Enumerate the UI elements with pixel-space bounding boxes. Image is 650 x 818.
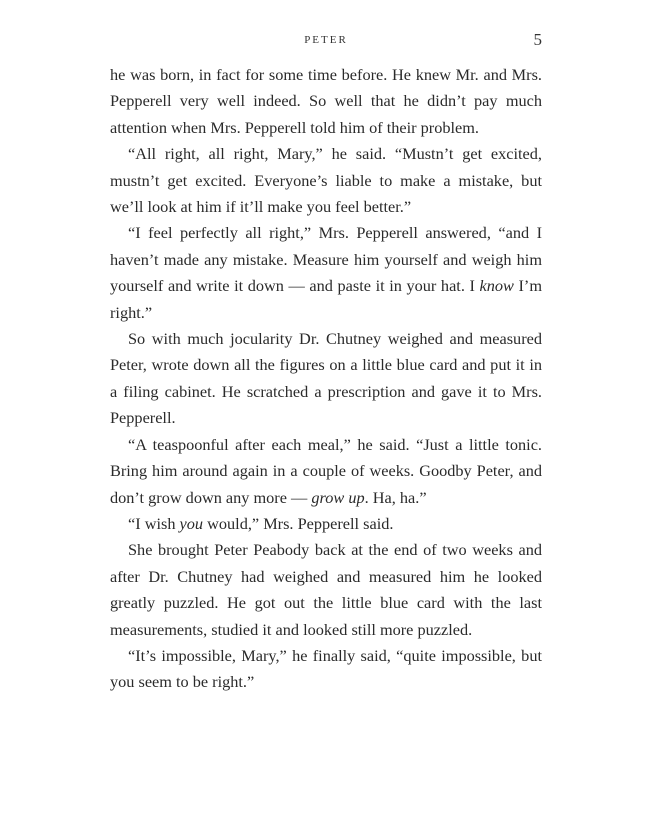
running-title: PETER bbox=[304, 34, 348, 46]
text-segment: So with much jocularity Dr. Chutney weighed and measured Peter, wrote down all the figures on a little blue card and put it in a filing cabinet. He scratched a prescription and gave it to Mrs. Pepperell. bbox=[110, 329, 542, 428]
italic-text: grow up bbox=[311, 487, 365, 507]
italic-text: know bbox=[479, 276, 514, 296]
text-segment: “A teaspoonful after each meal,” he said. “Just a little tonic. Bring him around again in a couple of weeks. Goodby Peter, and don’t grow down any more — bbox=[110, 434, 542, 507]
text-segment: would,” Mrs. Pepperell said. bbox=[203, 513, 394, 533]
italic-text: you bbox=[179, 513, 204, 533]
paragraph bbox=[110, 643, 542, 696]
paragraph bbox=[110, 326, 542, 432]
paragraph bbox=[110, 141, 542, 220]
text-segment: She brought Peter Peabody back at the end of two weeks and after Dr. Chutney had weighed and measured him he looked greatly puzzled. He got out the little blue card with the last measurements, studied it and looked still more puzzled. bbox=[110, 540, 542, 639]
text-segment: “I feel perfectly all right,” Mrs. Pepperell answered, “and I haven’t made any mistake. Measure him yourself and weigh him yourself and write it down — and paste it in your hat. I bbox=[110, 223, 542, 296]
text-segment: “I wish bbox=[128, 513, 180, 533]
paragraph bbox=[110, 62, 542, 141]
page-number: 5 bbox=[533, 30, 542, 49]
text-segment: I’m right.” bbox=[110, 276, 542, 322]
paragraph bbox=[110, 220, 542, 326]
body-text bbox=[110, 62, 542, 696]
text-segment: he was born, in fact for some time before. He knew Mr. and Mrs. Pepperell very well indeed. So well that he didn’t pay much attention when Mrs. Pepperell told him of their problem. bbox=[110, 65, 542, 137]
text-segment: “It’s impossible, Mary,” he finally said, “quite impossible, but you seem to be right.” bbox=[110, 645, 542, 692]
text-segment: . Ha, ha.” bbox=[364, 487, 427, 507]
paragraph bbox=[110, 511, 542, 537]
text-segment: “All right, all right, Mary,” he said. “Mustn’t get excited, mustn’t get excited. Everyone’s liable to make a mistake, but we’ll look at him if it’ll make you feel better.” bbox=[110, 144, 542, 217]
running-head bbox=[110, 30, 542, 52]
paragraph bbox=[110, 432, 542, 511]
paragraph bbox=[110, 537, 542, 643]
